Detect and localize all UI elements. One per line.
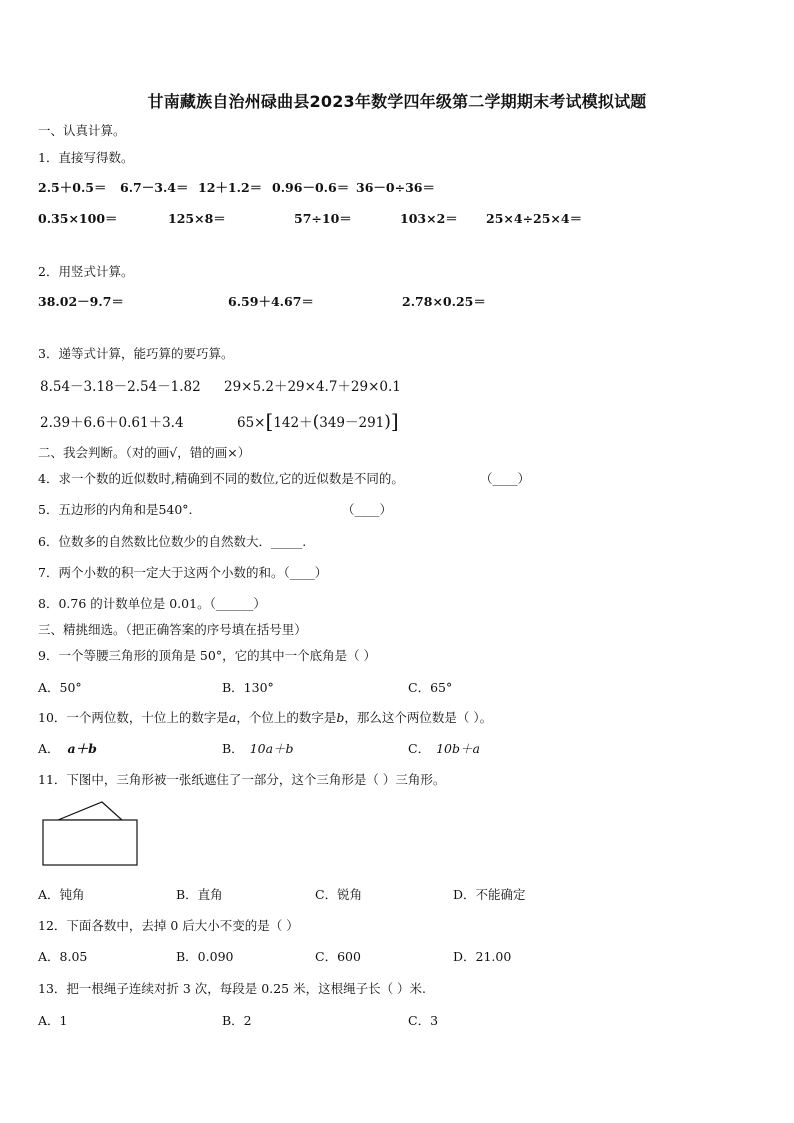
calc-item: 103×2＝ (400, 211, 458, 226)
calc-item: 0.35×100＝ (38, 211, 118, 226)
question-11: 11．下图中，三角形被一张纸遮住了一部分，这个三角形是（ ）三角形。 (38, 772, 446, 787)
calc-item: 2.5＋0.5＝ (38, 180, 107, 195)
expression-4-factor: 65× (237, 415, 266, 431)
option-a[interactable]: A．50° (38, 680, 82, 695)
calc-item: 125×8＝ (168, 211, 226, 226)
option-c[interactable]: C．600 (315, 949, 361, 964)
variable-b: b (336, 710, 345, 725)
option-b[interactable]: B．0.090 (176, 949, 234, 964)
expression-1: 8.54－3.18－2.54－1.82 (40, 379, 201, 395)
question-2-label: 2．用竖式计算。 (38, 264, 134, 279)
option-label: C． (408, 741, 431, 756)
calc-item: 25×4÷25×4＝ (486, 211, 583, 226)
question-9: 9．一个等腰三角形的顶角是 50°，它的其中一个底角是（ ） (38, 648, 377, 663)
left-paren: ( (312, 412, 320, 432)
calc-item: 0.96－0.6＝ (272, 180, 350, 195)
option-value: 10b＋a (436, 741, 480, 756)
option-b[interactable]: B．130° (222, 680, 274, 695)
section-2-heading: 二、我会判断。（对的画√，错的画×） (38, 445, 251, 460)
option-value: 10a＋b (249, 741, 294, 756)
judge-question-6: 6．位数多的自然数比位数少的自然数大．_____. (38, 534, 307, 549)
vertical-calc-item: 6.59＋4.67＝ (228, 294, 314, 309)
option-b[interactable]: B．直角 (176, 887, 223, 902)
right-paren: ) (384, 412, 391, 432)
option-label: A． (38, 741, 60, 756)
triangle-peak (58, 802, 122, 820)
question-10 (38, 708, 492, 726)
right-bracket: ] (390, 409, 399, 433)
option-c[interactable] (408, 739, 480, 757)
question-10-text: 10．一个两位数，十位上的数字是 (38, 710, 229, 725)
page-title: 甘南藏族自治州碌曲县2023年数学四年级第二学期期末考试模拟试题 (147, 92, 647, 111)
expression-4-sum: 142＋ (273, 415, 313, 431)
paper-cover (43, 820, 137, 865)
judge-question-7: 7．两个小数的积一定大于这两个小数的和。（____） (38, 565, 328, 580)
calc-item: 36－0÷36＝ (356, 180, 435, 195)
calc-item: 57÷10＝ (294, 211, 352, 226)
question-10-text: ，个位上的数字是 (236, 710, 337, 725)
calc-item: 12＋1.2＝ (198, 180, 263, 195)
left-bracket: [ (265, 409, 274, 433)
question-1-label: 1．直接写得数。 (38, 150, 134, 165)
section-1-heading: 一、认真计算。 (38, 123, 126, 138)
expression-4 (237, 408, 399, 432)
option-a[interactable]: A．8.05 (38, 949, 88, 964)
option-c[interactable]: C．锐角 (315, 887, 363, 902)
variable-a: a (228, 710, 237, 725)
option-a[interactable]: A．1 (38, 1013, 68, 1028)
vertical-calc-item: 38.02－9.7＝ (38, 294, 124, 309)
section-3-heading: 三、精挑细选。（把正确答案的序号填在括号里） (38, 622, 307, 637)
calc-item: 6.7－3.4＝ (120, 180, 189, 195)
judge-question-8: 8．0.76 的计数单位是 0.01。（______） (38, 596, 266, 611)
answer-blank[interactable]: （____） (480, 471, 531, 486)
judge-question-5: 5．五边形的内角和是540°. (38, 502, 193, 517)
option-c[interactable]: C．65° (408, 680, 453, 695)
option-a[interactable]: A．钝角 (38, 887, 85, 902)
expression-3: 2.39＋6.6＋0.61＋3.4 (40, 415, 184, 431)
vertical-calc-item: 2.78×0.25＝ (402, 294, 486, 309)
expression-4-diff: 349－291 (319, 415, 385, 431)
expression-2: 29×5.2＋29×4.7＋29×0.1 (224, 379, 401, 395)
covered-triangle-figure (40, 800, 140, 870)
option-value: a＋b (67, 741, 97, 756)
option-c[interactable]: C．3 (408, 1013, 439, 1028)
question-3-label: 3．递等式计算，能巧算的要巧算。 (38, 346, 234, 361)
question-10-text: ，那么这个两位数是（ ）。 (344, 710, 493, 725)
answer-blank[interactable]: （____） (342, 502, 393, 517)
option-d[interactable]: D．21.00 (453, 949, 512, 964)
question-12: 12．下面各数中，去掉 0 后大小不变的是（ ） (38, 918, 299, 933)
option-b[interactable]: B．2 (222, 1013, 252, 1028)
option-d[interactable]: D．不能确定 (453, 887, 526, 902)
option-label: B． (222, 741, 244, 756)
judge-question-4: 4．求一个数的近似数时,精确到不同的数位,它的近似数是不同的。 (38, 471, 404, 486)
option-b[interactable] (222, 739, 294, 757)
option-a[interactable] (38, 739, 97, 757)
question-13: 13．把一根绳子连续对折 3 次，每段是 0.25 米，这根绳子长（ ）米. (38, 981, 427, 996)
